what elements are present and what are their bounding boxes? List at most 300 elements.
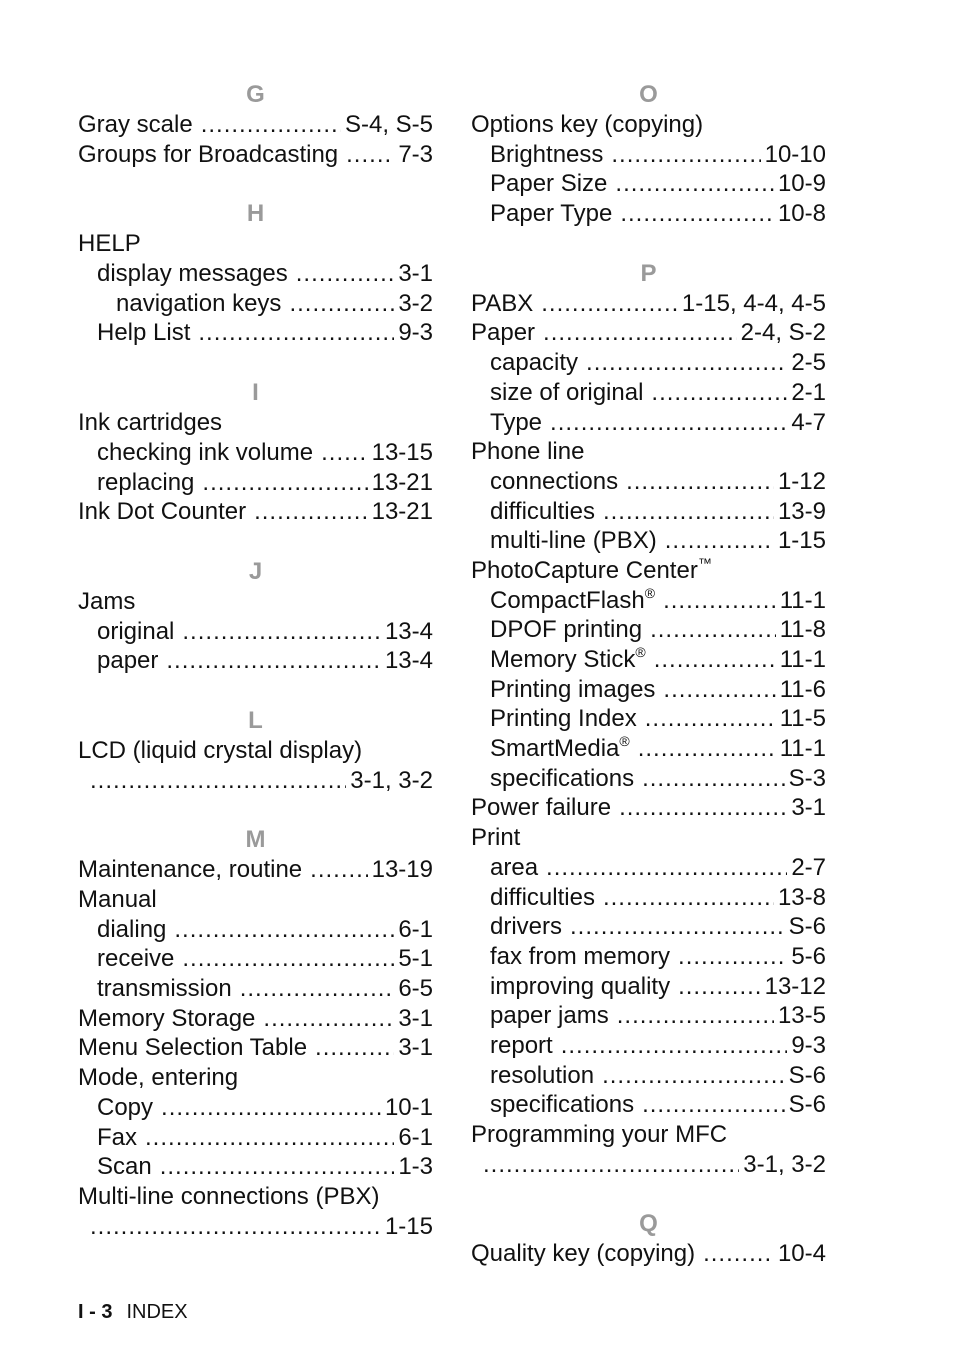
dot-leader	[642, 764, 785, 794]
dot-leader	[619, 793, 787, 823]
entry-term-text: original	[97, 617, 175, 645]
dot-leader	[561, 1031, 788, 1061]
entry-term-text: Printing images	[490, 675, 656, 703]
index-entry	[78, 438, 433, 468]
index-entry	[78, 468, 433, 498]
entry-term-text: specifications	[490, 1091, 635, 1119]
index-entry	[78, 646, 433, 676]
dot-leader	[603, 497, 774, 527]
entry-term	[116, 289, 281, 319]
index-entry	[78, 318, 433, 348]
entry-term	[78, 140, 338, 170]
index-entry	[471, 793, 826, 823]
entry-term	[78, 1004, 255, 1034]
entry-pages: 13-4	[384, 617, 433, 645]
entry-term-text: Scan	[97, 1153, 152, 1181]
index-entry	[78, 766, 433, 796]
entry-term	[490, 972, 670, 1002]
entry-pages: 13-21	[371, 468, 433, 496]
dot-leader	[201, 110, 341, 140]
entry-term-text: Phone line	[471, 438, 585, 466]
index-entry	[78, 1063, 433, 1093]
index-entry	[471, 1090, 826, 1120]
entry-term-text: drivers	[490, 913, 563, 941]
index-column-left	[78, 80, 433, 1241]
entry-term	[471, 110, 703, 140]
entry-term-text: Jams	[78, 587, 136, 615]
dot-leader	[626, 467, 774, 497]
entry-term-text: Type	[490, 408, 543, 436]
entry-term-text: DPOF printing	[490, 616, 643, 644]
dot-leader	[541, 289, 678, 319]
entry-term	[97, 438, 313, 468]
entry-pages: 13-19	[371, 856, 433, 884]
dot-leader	[650, 615, 776, 645]
index-entry	[471, 556, 826, 586]
entry-pages: 13-21	[371, 498, 433, 526]
entry-pages: 5-1	[398, 945, 433, 973]
index-entry	[471, 1001, 826, 1031]
index-entry	[471, 497, 826, 527]
dot-leader	[315, 1033, 394, 1063]
entry-pages: 10-9	[777, 170, 826, 198]
index-entry	[78, 408, 433, 438]
section-letter: P	[640, 259, 657, 287]
entry-term-text: replacing	[97, 468, 195, 496]
entry-pages: 13-5	[777, 1002, 826, 1030]
index-entry	[78, 1004, 433, 1034]
entry-term	[471, 437, 584, 467]
section-letter: M	[245, 826, 266, 854]
index-section	[78, 80, 433, 169]
entry-term-text: Manual	[78, 886, 157, 913]
entry-term	[471, 823, 520, 853]
entry-term	[490, 348, 578, 378]
entry-term	[78, 229, 141, 259]
index-entry	[471, 1150, 826, 1180]
section-gap	[471, 229, 826, 259]
entry-term-text: Groups for Broadcasting	[78, 140, 339, 168]
entry-term	[490, 912, 562, 942]
entry-pages: 3-1	[791, 794, 826, 822]
entry-term	[97, 944, 174, 974]
dot-leader	[289, 289, 394, 319]
dot-leader	[638, 734, 776, 764]
entry-term	[490, 853, 538, 883]
index-entry	[78, 1182, 433, 1212]
entry-term	[471, 289, 533, 319]
entry-term	[490, 615, 642, 645]
entry-term-text: dialing	[97, 915, 167, 943]
dot-leader	[615, 169, 774, 199]
index-entry	[471, 289, 826, 319]
entry-pages: S-6	[788, 1091, 826, 1119]
index-entry	[471, 378, 826, 408]
entry-term	[490, 408, 542, 438]
index-entry	[471, 348, 826, 378]
entry-pages: 11-5	[779, 705, 826, 733]
entry-term	[97, 318, 190, 348]
entry-term-text: report	[490, 1031, 553, 1059]
dot-leader	[543, 318, 737, 348]
entry-pages: 3-1, 3-2	[743, 1150, 826, 1178]
dot-leader	[145, 1123, 394, 1153]
entry-pages: 9-3	[398, 319, 433, 347]
entry-term-text: Brightness	[490, 140, 604, 168]
entry-pages: 9-3	[791, 1031, 826, 1059]
entry-pages: 2-1	[791, 378, 826, 406]
index-section	[78, 825, 433, 1241]
section-letter: O	[639, 81, 658, 108]
entry-term	[490, 883, 595, 913]
entry-term-text: paper jams	[490, 1002, 609, 1030]
dot-leader	[663, 586, 776, 616]
entry-term-text: transmission	[97, 975, 232, 1003]
dot-leader	[202, 468, 367, 498]
entry-term	[471, 1239, 695, 1269]
index-entry	[78, 110, 433, 140]
entry-term-text: SmartMedia	[490, 735, 620, 763]
section-gap	[78, 527, 433, 557]
entry-term-text: multi-line (PBX)	[490, 527, 657, 555]
entry-term-text: PABX	[471, 289, 534, 317]
entry-term-text: Paper Type	[490, 200, 613, 228]
entry-pages: S-6	[788, 1061, 826, 1089]
dot-leader	[678, 972, 761, 1002]
dot-leader	[296, 259, 395, 289]
trademark-symbol: ®	[635, 644, 646, 660]
entry-term-text: capacity	[490, 349, 579, 377]
index-entry	[471, 1061, 826, 1091]
entry-term	[490, 199, 612, 229]
entry-term	[490, 526, 657, 556]
page-number: I - 3	[78, 1301, 113, 1323]
entry-term	[490, 378, 643, 408]
entry-term-text: Ink Dot Counter	[78, 498, 247, 526]
entry-term	[490, 704, 637, 734]
entry-term	[490, 1031, 553, 1061]
entry-term	[490, 942, 670, 972]
page-footer	[78, 1300, 188, 1324]
index-entry	[78, 1093, 433, 1123]
entry-term	[490, 586, 655, 616]
entry-pages: S-3	[788, 764, 826, 792]
index-entry	[471, 526, 826, 556]
entry-term-text: Memory Stick	[490, 646, 636, 673]
entry-term	[78, 408, 222, 438]
entry-pages: S-4, S-5	[344, 111, 433, 138]
trademark-symbol: ™	[697, 554, 712, 571]
entry-term	[97, 646, 158, 676]
entry-term-text: Quality key (copying)	[471, 1240, 696, 1268]
dot-leader	[90, 766, 346, 796]
dot-leader	[198, 318, 394, 348]
entry-pages: 1-12	[777, 467, 826, 495]
entry-pages: 1-15	[384, 1212, 433, 1240]
dot-leader	[663, 675, 775, 705]
entry-term	[490, 467, 618, 497]
dot-leader	[654, 645, 776, 675]
dot-leader	[174, 915, 394, 945]
entry-term	[78, 855, 302, 885]
entry-term-text: specifications	[490, 764, 635, 792]
entry-term-text: Print	[471, 824, 521, 852]
dot-leader	[611, 140, 760, 170]
entry-pages: 11-1	[779, 586, 826, 614]
entry-term-text: resolution	[490, 1061, 595, 1089]
index-entry	[78, 1123, 433, 1153]
dot-leader	[642, 1090, 785, 1120]
trademark-symbol: ®	[619, 733, 630, 750]
entry-term-text: checking ink volume	[97, 438, 314, 466]
dot-leader	[546, 853, 787, 883]
entry-term-text: HELP	[78, 230, 141, 258]
index-entry	[471, 1239, 826, 1269]
entry-term-text: improving quality	[490, 972, 671, 1000]
entry-term-text: LCD (liquid crystal display)	[78, 736, 363, 764]
index-entry	[471, 199, 826, 229]
index-section	[78, 199, 433, 348]
trademark-symbol: ®	[644, 584, 656, 601]
entry-term	[78, 1033, 307, 1063]
dot-leader	[240, 974, 395, 1004]
section-letter: H	[246, 200, 265, 228]
entry-pages: 2-4, S-2	[740, 319, 826, 347]
dot-leader	[570, 912, 785, 942]
entry-term-text: Power failure	[471, 794, 612, 822]
entry-pages: 11-8	[779, 616, 826, 644]
entry-term	[490, 497, 595, 527]
entry-term	[490, 169, 607, 199]
index-section	[78, 557, 433, 676]
dot-leader	[483, 1150, 739, 1180]
section-gap	[78, 348, 433, 378]
dot-leader	[90, 1212, 381, 1242]
entry-pages: 10-8	[777, 200, 826, 228]
index-entry	[78, 259, 433, 289]
entry-term-text: Options key (copying)	[471, 111, 704, 138]
entry-term	[78, 1182, 379, 1212]
entry-term	[471, 1120, 727, 1150]
entry-term	[490, 645, 646, 675]
index-entry	[471, 437, 826, 467]
index-entry	[78, 229, 433, 259]
entry-term-text: Multi-line connections (PBX)	[78, 1182, 380, 1210]
entry-term	[97, 1123, 137, 1153]
section-letter: L	[248, 706, 263, 734]
entry-term-text: connections	[490, 467, 619, 495]
index-entry	[471, 169, 826, 199]
index-entry	[78, 974, 433, 1004]
entry-pages: 3-1	[398, 260, 433, 288]
index-entry	[471, 972, 826, 1002]
entry-pages: 4-7	[791, 408, 826, 436]
entry-term	[78, 587, 135, 617]
index-section	[471, 1209, 826, 1269]
entry-pages: 1-3	[398, 1153, 433, 1181]
dot-leader	[678, 942, 787, 972]
entry-pages: 1-15	[777, 527, 826, 555]
index-entry	[471, 586, 826, 616]
entry-term-text: CompactFlash	[490, 586, 645, 614]
entry-term	[471, 556, 712, 586]
entry-term-text: Ink cartridges	[78, 409, 223, 437]
dot-leader	[166, 646, 381, 676]
entry-term	[490, 675, 655, 705]
entry-pages: 10-4	[777, 1240, 826, 1268]
entry-term	[97, 617, 174, 647]
entry-term-text: Fax	[97, 1123, 138, 1151]
index-entry	[471, 734, 826, 764]
entry-pages: 3-1, 3-2	[350, 766, 433, 794]
entry-pages: 13-4	[384, 647, 433, 675]
index-section	[78, 378, 433, 527]
section-gap	[78, 795, 433, 825]
entry-term-text: receive	[97, 945, 175, 973]
entry-pages: 2-7	[791, 853, 826, 881]
entry-pages: 5-6	[791, 942, 826, 970]
entry-term-text: Memory Storage	[78, 1004, 256, 1032]
index-entry	[78, 944, 433, 974]
entry-pages: 10-10	[764, 140, 826, 168]
entry-term-text: Paper Size	[490, 170, 608, 198]
entry-pages: 6-1	[398, 915, 433, 943]
entry-term-text: Help List	[97, 319, 191, 347]
entry-pages: 2-5	[791, 349, 826, 377]
dot-leader	[182, 944, 394, 974]
index-entry	[471, 318, 826, 348]
dot-leader	[586, 348, 787, 378]
entry-term	[78, 497, 246, 527]
entry-term-text: difficulties	[490, 497, 595, 525]
entry-pages: 11-1	[779, 735, 826, 763]
section-gap	[471, 1179, 826, 1209]
entry-term	[490, 1061, 594, 1091]
entry-pages: 13-9	[777, 497, 826, 525]
index-column-right	[471, 80, 826, 1269]
index-entry	[471, 615, 826, 645]
dot-leader	[617, 1001, 774, 1031]
dot-leader	[602, 1061, 785, 1091]
entry-pages: S-6	[788, 913, 826, 941]
index-entry	[78, 1152, 433, 1182]
index-entry	[78, 915, 433, 945]
index-entry	[471, 408, 826, 438]
entry-pages: 3-1	[398, 1034, 433, 1062]
dot-leader	[346, 140, 394, 170]
index-entry	[471, 912, 826, 942]
index-entry	[471, 1031, 826, 1061]
entry-term	[471, 793, 611, 823]
entry-term	[97, 915, 166, 945]
entry-term	[490, 734, 630, 764]
section-letter: Q	[639, 1210, 658, 1238]
index-entry	[471, 942, 826, 972]
entry-term	[97, 259, 288, 289]
index-entry	[78, 1212, 433, 1242]
section-letter: J	[248, 557, 263, 585]
index-entry	[78, 587, 433, 617]
entry-term-text: Maintenance, routine	[78, 856, 303, 884]
entry-term-text: Menu Selection Table	[78, 1034, 308, 1062]
index-entry	[471, 883, 826, 913]
dot-leader	[703, 1239, 774, 1269]
index-entry	[471, 140, 826, 170]
dot-leader	[160, 1152, 395, 1182]
entry-term-text: Printing Index	[490, 705, 637, 733]
dot-leader	[651, 378, 787, 408]
dot-leader	[321, 438, 368, 468]
index-entry	[78, 736, 433, 766]
dot-leader	[645, 704, 776, 734]
dot-leader	[161, 1093, 381, 1123]
index-entry	[78, 617, 433, 647]
entry-term-text: difficulties	[490, 883, 595, 911]
entry-term-text: area	[490, 853, 539, 881]
dot-leader	[603, 883, 774, 913]
entry-term-text: Copy	[97, 1093, 154, 1121]
entry-term	[97, 1152, 152, 1182]
dot-leader	[310, 855, 367, 885]
entry-term	[490, 1090, 634, 1120]
entry-term-text: Gray scale	[78, 111, 193, 138]
entry-pages: 3-2	[398, 289, 433, 317]
entry-term	[490, 764, 634, 794]
entry-term	[471, 318, 535, 348]
entry-pages: 13-15	[371, 438, 433, 466]
section-gap	[78, 169, 433, 199]
entry-term-text: fax from memory	[490, 942, 671, 970]
entry-pages: 11-6	[779, 675, 826, 703]
entry-term	[97, 1093, 153, 1123]
entry-term	[490, 140, 603, 170]
entry-term-text: PhotoCapture Center	[471, 556, 698, 584]
entry-term	[78, 736, 362, 766]
dot-leader	[182, 617, 381, 647]
entry-pages: 13-12	[764, 972, 826, 1000]
entry-pages: 1-15, 4-4, 4-5	[681, 289, 826, 317]
entry-term	[490, 1001, 609, 1031]
entry-pages: 7-3	[398, 140, 433, 168]
index-entry	[78, 289, 433, 319]
index-entry	[471, 675, 826, 705]
entry-term	[97, 468, 194, 498]
index-entry	[78, 140, 433, 170]
index-entry	[471, 110, 826, 140]
entry-term-text: Paper	[471, 319, 536, 347]
dot-leader	[620, 199, 774, 229]
entry-term-text: display messages	[97, 260, 288, 288]
dot-leader	[665, 526, 774, 556]
section-name: INDEX	[126, 1301, 188, 1323]
entry-term-text: navigation keys	[116, 289, 282, 317]
index-entry	[471, 645, 826, 675]
index-entry	[471, 823, 826, 853]
entry-term	[78, 1063, 238, 1093]
index-entry	[471, 467, 826, 497]
entry-pages: 13-8	[777, 883, 826, 911]
index-entry	[78, 1033, 433, 1063]
dot-leader	[550, 408, 787, 438]
entry-term	[97, 974, 232, 1004]
section-gap	[78, 676, 433, 706]
entry-pages: 6-1	[398, 1123, 433, 1151]
index-entry	[78, 497, 433, 527]
index-entry	[78, 855, 433, 885]
entry-term	[78, 885, 157, 915]
index-section	[78, 706, 433, 795]
index-entry	[471, 853, 826, 883]
